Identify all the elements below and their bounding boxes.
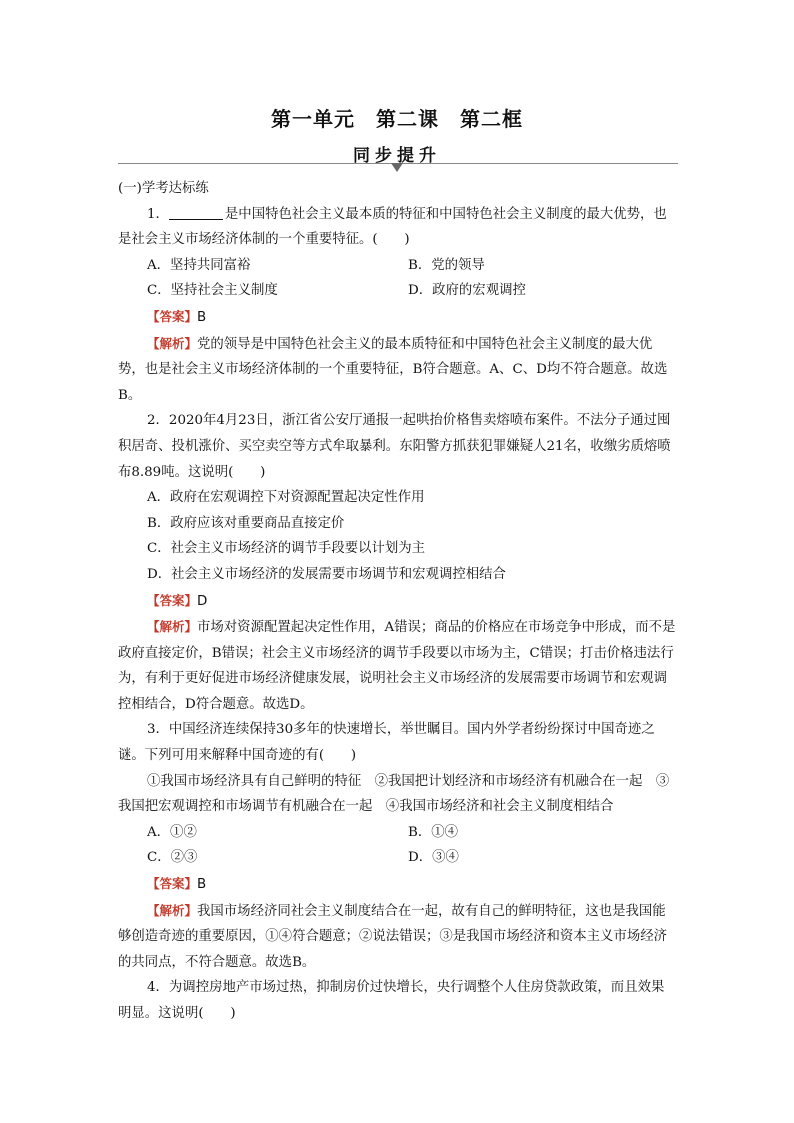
page-subtitle: 同步提升 [353,146,441,166]
question-1-analysis: 【解析】党的领导是中国特色社会主义的最本质特征和中国特色社会主义制度的最大优势，也是社会主义市场经济体制的一个重要特征，B符合题意。A、C、D均不符合题意。故选B。 [118,335,668,403]
section-label: (一)学考达标练 [118,181,209,196]
fill-blank [169,205,223,220]
question-2-option-d: D．社会主义市场经济的发展需要市场调节和宏观调控相结合 [147,566,506,582]
option-b: B．①④ [408,824,459,840]
question-3-analysis: 【解析】我国市场经济同社会主义制度结合在一起，故有自己的鲜明特征，这也是我国能够创造奇迹的重要原因，①④符合题意；②说法错误；③是我国市场经济和资本主义市场经济的共同点，不符合题意。故选B。 [118,902,668,970]
option-a: A．坚持共同富裕 [147,257,251,273]
question-2-answer: 【答案】D [147,592,208,609]
question-3-statements: ①我国市场经济具有自己鲜明的特征 ②我国把计划经济和市场经济有机融合在一起 ③我国把宏观调控和市场调节有机融合在一起 ④我国市场经济和社会主义制度相结合 [118,773,670,815]
page-title: 第一单元 第二课 第二框 [271,107,523,131]
question-1-stem: 1． 是中国特色社会主义最本质的特征和中国特色社会主义制度的最大优势，也是社会主义市场经济体制的一个重要特征。( ) [118,206,667,248]
divider-arrow-icon [391,163,403,172]
option-c: C．坚持社会主义制度 [147,283,278,299]
question-2-option-a: A．政府在宏观调控下对资源配置起决定性作用 [147,490,425,506]
question-1-answer: 【答案】B [147,308,207,325]
option-b: B．党的领导 [408,257,485,273]
option-a: A．①② [147,824,197,840]
question-1-options-row-2 [118,278,676,304]
question-3-options-row-2 [118,845,676,871]
question-3-options-row-1 [118,820,676,846]
question-2-option-b: B．政府应该对重要商品直接定价 [147,515,345,531]
question-4-stem: 4．为调控房地产市场过热，抑制房价过快增长，央行调整个人住房贷款政策，而且效果明显。这说明( ) [118,980,665,1021]
option-d: D．政府的宏观调控 [408,283,526,299]
question-1-options-row-1 [118,253,676,279]
option-d: D．③④ [408,850,459,866]
question-2-analysis: 【解析】市场对资源配置起决定性作用，A错误；商品的价格应在市场竞争中形成，而不是政府直接定价，B错误；社会主义市场经济的调节手段要以市场为主，C错误；打击价格违法行为，有利于更好促进市场经济健康发展，说明社会主义市场经济的发展需要市场调节和宏观调控相结合，D符合题意。故选D。 [118,619,676,712]
question-3-stem: 3．中国经济连续保持30多年的快速增长，举世瞩目。国内外学者纷纷探讨中国奇迹之谜。下列可用来解释中国奇迹的有( ) [118,722,655,764]
option-c: C．②③ [147,850,198,866]
question-3-answer: 【答案】B [147,876,207,893]
exercise-content [118,176,676,1027]
question-2-option-c: C．社会主义市场经济的调节手段要以计划为主 [147,541,426,557]
question-2-stem: 2．2020年4月23日，浙江省公安厅通报一起哄抬价格售卖熔喷布案件。不法分子通过囤积居奇、投机涨价、买空卖空等方式牟取暴利。东阳警方抓获犯罪嫌疑人21名，收缴劣质熔喷布8.89吨。这说明( ) [118,413,671,480]
